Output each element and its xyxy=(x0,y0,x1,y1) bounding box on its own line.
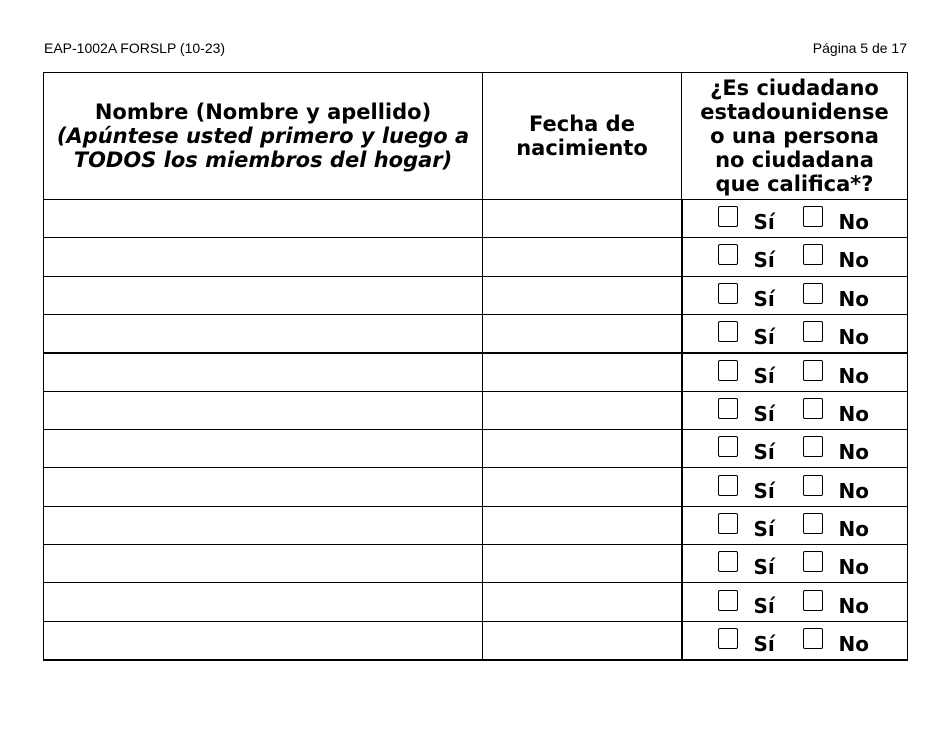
no-checkbox[interactable] xyxy=(803,244,823,265)
table-row xyxy=(44,353,908,392)
page-header xyxy=(44,40,907,58)
no-checkbox[interactable] xyxy=(803,436,823,457)
no-label: No xyxy=(838,363,869,388)
header-name-main: Nombre (Nombre y apellido) xyxy=(94,100,432,124)
name-field[interactable] xyxy=(44,391,483,429)
yes-checkbox[interactable] xyxy=(718,436,738,457)
yes-label: Sí xyxy=(753,440,775,465)
yes-label: Sí xyxy=(753,248,775,273)
no-label: No xyxy=(838,402,869,427)
name-field[interactable] xyxy=(44,238,483,276)
no-label: No xyxy=(838,555,869,580)
no-checkbox[interactable] xyxy=(803,321,823,342)
yes-checkbox[interactable] xyxy=(718,513,738,534)
citizenship-cell xyxy=(682,238,908,276)
citizenship-cell xyxy=(682,200,908,238)
yes-label: Sí xyxy=(753,631,775,656)
yes-checkbox[interactable] xyxy=(718,475,738,496)
name-field[interactable] xyxy=(44,583,483,621)
date-of-birth-field[interactable] xyxy=(483,276,682,314)
citizenship-cell xyxy=(682,430,908,468)
citizenship-cell xyxy=(682,621,908,660)
yes-checkbox[interactable] xyxy=(718,321,738,342)
citizenship-choices xyxy=(683,200,908,237)
name-field[interactable] xyxy=(44,506,483,544)
name-field[interactable] xyxy=(44,430,483,468)
table-header-row xyxy=(44,73,908,200)
citizenship-choices xyxy=(683,315,908,352)
yes-checkbox[interactable] xyxy=(718,398,738,419)
table-row xyxy=(44,621,908,660)
page-number: Página 5 de 17 xyxy=(812,40,907,56)
date-of-birth-field[interactable] xyxy=(483,238,682,276)
citizenship-choices xyxy=(683,507,908,544)
no-checkbox[interactable] xyxy=(803,513,823,534)
yes-checkbox[interactable] xyxy=(718,360,738,381)
form-code: EAP-1002A FORSLP (10-23) xyxy=(44,40,226,56)
header-date-of-birth: Fecha de nacimiento xyxy=(483,73,682,200)
date-of-birth-field[interactable] xyxy=(483,583,682,621)
header-name-hint: (Apúntese usted primero y luego a TODOS los miembros del hogar) xyxy=(56,124,470,172)
citizenship-choices xyxy=(683,277,908,314)
no-checkbox[interactable] xyxy=(803,590,823,611)
yes-checkbox[interactable] xyxy=(718,551,738,572)
no-checkbox[interactable] xyxy=(803,283,823,304)
citizenship-choices xyxy=(683,354,908,391)
name-field[interactable] xyxy=(44,314,483,353)
date-of-birth-field[interactable] xyxy=(483,506,682,544)
table-row xyxy=(44,583,908,621)
date-of-birth-field[interactable] xyxy=(483,430,682,468)
citizenship-cell xyxy=(682,468,908,506)
citizenship-choices xyxy=(683,622,908,659)
yes-checkbox[interactable] xyxy=(718,206,738,227)
no-label: No xyxy=(838,324,869,349)
no-checkbox[interactable] xyxy=(803,398,823,419)
no-label: No xyxy=(838,593,869,618)
date-of-birth-field[interactable] xyxy=(483,314,682,353)
date-of-birth-field[interactable] xyxy=(483,391,682,429)
no-label: No xyxy=(838,440,869,465)
yes-checkbox[interactable] xyxy=(718,590,738,611)
table-row xyxy=(44,238,908,276)
no-label: No xyxy=(838,516,869,541)
header-name xyxy=(44,73,483,200)
table-row xyxy=(44,200,908,238)
table-row xyxy=(44,545,908,583)
citizenship-cell xyxy=(682,506,908,544)
yes-label: Sí xyxy=(753,402,775,427)
name-field[interactable] xyxy=(44,468,483,506)
household-members-table xyxy=(43,72,908,661)
yes-label: Sí xyxy=(753,363,775,388)
no-checkbox[interactable] xyxy=(803,475,823,496)
yes-label: Sí xyxy=(753,210,775,235)
no-checkbox[interactable] xyxy=(803,206,823,227)
table-row xyxy=(44,430,908,468)
name-field[interactable] xyxy=(44,353,483,392)
citizenship-cell xyxy=(682,391,908,429)
no-checkbox[interactable] xyxy=(803,628,823,649)
yes-checkbox[interactable] xyxy=(718,628,738,649)
no-label: No xyxy=(838,248,869,273)
citizenship-choices xyxy=(683,392,908,429)
header-citizenship-line: estadounidense xyxy=(700,100,889,124)
citizenship-choices xyxy=(683,238,908,275)
citizenship-cell xyxy=(682,545,908,583)
date-of-birth-field[interactable] xyxy=(483,621,682,660)
table-row xyxy=(44,468,908,506)
name-field[interactable] xyxy=(44,200,483,238)
name-field[interactable] xyxy=(44,621,483,660)
citizenship-cell xyxy=(682,583,908,621)
date-of-birth-field[interactable] xyxy=(483,468,682,506)
name-field[interactable] xyxy=(44,276,483,314)
yes-label: Sí xyxy=(753,516,775,541)
header-citizenship-line: ¿Es ciudadano xyxy=(710,76,879,100)
date-of-birth-field[interactable] xyxy=(483,353,682,392)
citizenship-choices xyxy=(683,430,908,467)
yes-label: Sí xyxy=(753,478,775,503)
yes-label: Sí xyxy=(753,555,775,580)
header-citizenship-line: o una persona xyxy=(710,124,879,148)
yes-checkbox[interactable] xyxy=(718,283,738,304)
no-checkbox[interactable] xyxy=(803,360,823,381)
citizenship-choices xyxy=(683,545,908,582)
table-row xyxy=(44,506,908,544)
yes-checkbox[interactable] xyxy=(718,244,738,265)
date-of-birth-field[interactable] xyxy=(483,200,682,238)
yes-label: Sí xyxy=(753,593,775,618)
header-citizenship-line: no ciudadana xyxy=(715,148,874,172)
date-of-birth-field[interactable] xyxy=(483,545,682,583)
citizenship-cell xyxy=(682,353,908,392)
no-label: No xyxy=(838,478,869,503)
citizenship-cell xyxy=(682,276,908,314)
no-label: No xyxy=(838,210,869,235)
no-label: No xyxy=(838,631,869,656)
no-label: No xyxy=(838,286,869,311)
table-row xyxy=(44,276,908,314)
yes-label: Sí xyxy=(753,324,775,349)
header-citizenship-line: que califica*? xyxy=(715,172,874,196)
no-checkbox[interactable] xyxy=(803,551,823,572)
name-field[interactable] xyxy=(44,545,483,583)
table-row xyxy=(44,314,908,353)
citizenship-cell xyxy=(682,314,908,353)
header-citizenship xyxy=(682,73,908,200)
citizenship-choices xyxy=(683,584,908,621)
table-row xyxy=(44,391,908,429)
citizenship-choices xyxy=(683,469,908,506)
yes-label: Sí xyxy=(753,286,775,311)
